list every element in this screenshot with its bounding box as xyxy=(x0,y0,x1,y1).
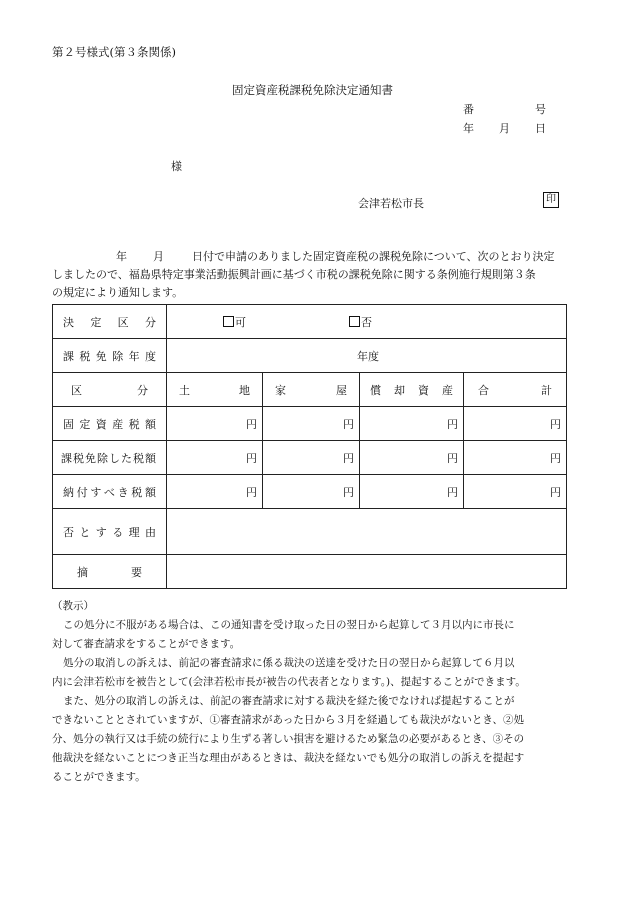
notes-line: 処分の取消しの訴えは、前記の審査請求に係る裁決の送達を受けた日の翌日から起算して６月以 xyxy=(63,657,515,669)
col-depreciable: 償却資産 xyxy=(360,373,464,407)
decision-label: 決 定 区 分 xyxy=(53,305,167,339)
total-amount[interactable] xyxy=(464,407,567,441)
date-day: 日 xyxy=(535,122,546,135)
col-house: 家 屋 xyxy=(263,373,360,407)
intro-line-1-text: 日付で申請のありました固定資産税の課税免除について、次のとおり決定 xyxy=(192,250,555,263)
seal-mark: 印 xyxy=(543,192,559,208)
notes-line: 他裁決を経ないことにつき正当な理由があるときは、裁決を経ないでも処分の取消しの訴えを提起す xyxy=(52,752,525,764)
house-amount[interactable] xyxy=(263,407,360,441)
house-amount[interactable] xyxy=(263,441,360,475)
document-title: 固定資産税課税免除決定通知書 xyxy=(232,83,393,97)
reason-field[interactable] xyxy=(167,509,567,555)
number-go: 号 xyxy=(535,103,546,116)
notes-line: 対して審査請求をすることができます。 xyxy=(52,638,241,650)
option-yes-label: 可 xyxy=(235,316,246,329)
yen-unit: 円 xyxy=(447,485,458,499)
category-label: 区 分 xyxy=(53,373,167,407)
decision-options xyxy=(167,305,567,339)
total-amount[interactable] xyxy=(464,475,567,509)
house-amount[interactable] xyxy=(263,475,360,509)
depreciable-amount[interactable] xyxy=(360,475,464,509)
yen-unit: 円 xyxy=(246,417,257,431)
yen-unit: 円 xyxy=(550,451,561,465)
year-row xyxy=(53,339,567,373)
col-land: 土 地 xyxy=(167,373,263,407)
depreciable-amount[interactable] xyxy=(360,407,464,441)
intro-line-1 xyxy=(52,248,582,266)
year-field[interactable] xyxy=(167,339,567,373)
table-row xyxy=(53,407,567,441)
option-no[interactable] xyxy=(349,314,372,330)
yen-unit: 円 xyxy=(246,485,257,499)
form-label: 第２号様式(第３条関係) xyxy=(52,45,176,59)
yen-unit: 円 xyxy=(550,417,561,431)
intro-month: 月 xyxy=(153,250,164,263)
number-ban: 番 xyxy=(463,103,474,116)
yen-unit: 円 xyxy=(447,417,458,431)
notes-line: また、処分の取消しの訴えは、前記の審査請求に対する裁決を経た後でなければ提起することが xyxy=(63,695,515,707)
col-total: 合 計 xyxy=(464,373,567,407)
checkbox-icon xyxy=(223,316,234,327)
yen-unit: 円 xyxy=(343,417,354,431)
decision-table xyxy=(52,304,567,589)
notes-line: この処分に不服がある場合は、この通知書を受け取った日の翌日から起算して３月以内に市長に xyxy=(63,619,515,631)
intro-paragraph xyxy=(52,248,582,302)
intro-line-3: の規定により通知します。 xyxy=(52,286,184,299)
row-label: 課税免除した税額 xyxy=(53,441,167,475)
reason-label: 否とする理由 xyxy=(53,509,167,555)
year-suffix: 年度 xyxy=(357,349,379,363)
table-row xyxy=(53,475,567,509)
depreciable-amount[interactable] xyxy=(360,441,464,475)
yen-unit: 円 xyxy=(447,451,458,465)
notes-line: ることができます。 xyxy=(52,771,146,783)
land-amount[interactable] xyxy=(167,475,263,509)
instruction-notes xyxy=(52,597,582,787)
yen-unit: 円 xyxy=(343,451,354,465)
total-amount[interactable] xyxy=(464,441,567,475)
row-label: 納付すべき税額 xyxy=(53,475,167,509)
reason-row xyxy=(53,509,567,555)
yen-unit: 円 xyxy=(343,485,354,499)
yen-unit: 円 xyxy=(550,485,561,499)
remarks-row xyxy=(53,555,567,589)
issuer: 会津若松市長 xyxy=(358,197,424,210)
option-yes[interactable] xyxy=(223,314,246,330)
land-amount[interactable] xyxy=(167,407,263,441)
yen-unit: 円 xyxy=(246,451,257,465)
option-no-label: 否 xyxy=(361,316,372,329)
decision-row xyxy=(53,305,567,339)
notes-line: 分、処分の執行又は手続の続行により生ずる著しい損害を避けるため緊急の必要があるとき、③その xyxy=(52,733,525,745)
notes-heading: （教示） xyxy=(52,600,94,612)
intro-year: 年 xyxy=(116,250,127,263)
addressee-suffix: 様 xyxy=(171,160,182,173)
row-label: 固定資産税額 xyxy=(53,407,167,441)
remarks-label: 摘 要 xyxy=(53,555,167,589)
notes-line: 内に会津若松市を被告として(会津若松市長が被告の代表者となります。)、提起することができます。 xyxy=(52,676,526,688)
checkbox-icon xyxy=(349,316,360,327)
notes-line: できないこととされていますが、①審査請求があった日から３月を経過しても裁決がないとき、②処 xyxy=(52,714,524,726)
category-header-row xyxy=(53,373,567,407)
remarks-field[interactable] xyxy=(167,555,567,589)
land-amount[interactable] xyxy=(167,441,263,475)
table-row xyxy=(53,441,567,475)
date-month: 月 xyxy=(499,122,510,135)
year-label: 課税免除年度 xyxy=(53,339,167,373)
intro-line-2: しましたので、福島県特定事業活動振興計画に基づく市税の課税免除に関する条例施行規則第３条 xyxy=(52,268,536,281)
date-year: 年 xyxy=(463,122,474,135)
